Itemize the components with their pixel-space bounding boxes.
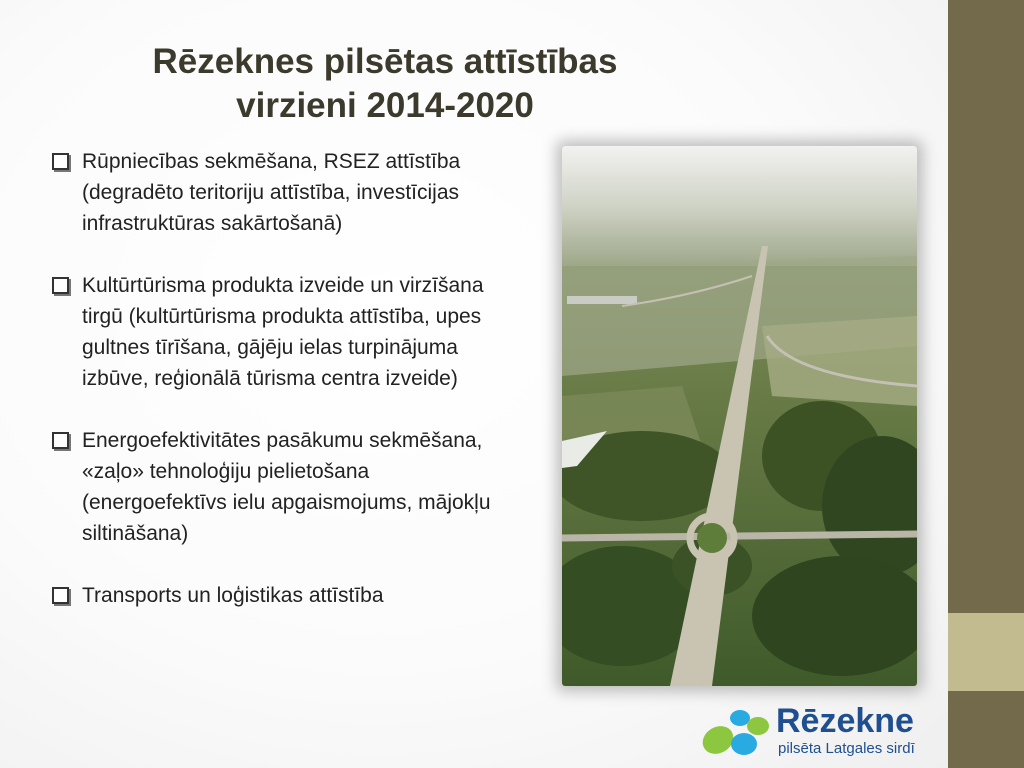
logo-tagline: pilsēta Latgales sirdī	[778, 740, 915, 757]
side-bar-accent	[948, 613, 1024, 691]
title-line-2: virzieni 2014-2020	[236, 86, 534, 125]
bullet-item	[52, 146, 512, 239]
bullet-item	[52, 425, 512, 549]
checkbox-icon	[52, 153, 69, 170]
aerial-highway-roundabout-image	[562, 146, 917, 686]
flower-logo-icon	[700, 704, 772, 760]
rezekne-logo	[700, 702, 940, 764]
checkbox-icon	[52, 432, 69, 449]
bullet-text: Kultūrtūrisma produkta izveide un virzīšana tirgū (kultūrtūrisma produkta attīstība, upes gultnes tīrīšana, gājēju ielas turpinājuma izbūve, reģionālā tūrisma centra izveide)	[82, 274, 484, 390]
logo-name: Rēzekne	[776, 702, 914, 740]
bullet-list	[52, 146, 512, 611]
checkbox-icon	[52, 587, 69, 604]
aerial-highway-photo	[562, 146, 917, 686]
bullet-text: Transports un loģistikas attīstība	[82, 584, 384, 607]
bullet-item	[52, 270, 512, 394]
checkbox-icon	[52, 277, 69, 294]
bullet-text: Energoefektivitātes pasākumu sekmēšana, «zaļo» tehnoloģiju pielietošana (energoefektīvs ielu apgaismojums, mājokļu siltināšana)	[82, 429, 491, 545]
slide-title	[60, 40, 710, 128]
title-line-1: Rēzeknes pilsētas attīstības	[152, 42, 618, 81]
bullet-item	[52, 580, 512, 611]
bullet-text: Rūpniecības sekmēšana, RSEZ attīstība (degradēto teritoriju attīstība, investīcijas infrastruktūras sakārtošanā)	[82, 150, 461, 235]
